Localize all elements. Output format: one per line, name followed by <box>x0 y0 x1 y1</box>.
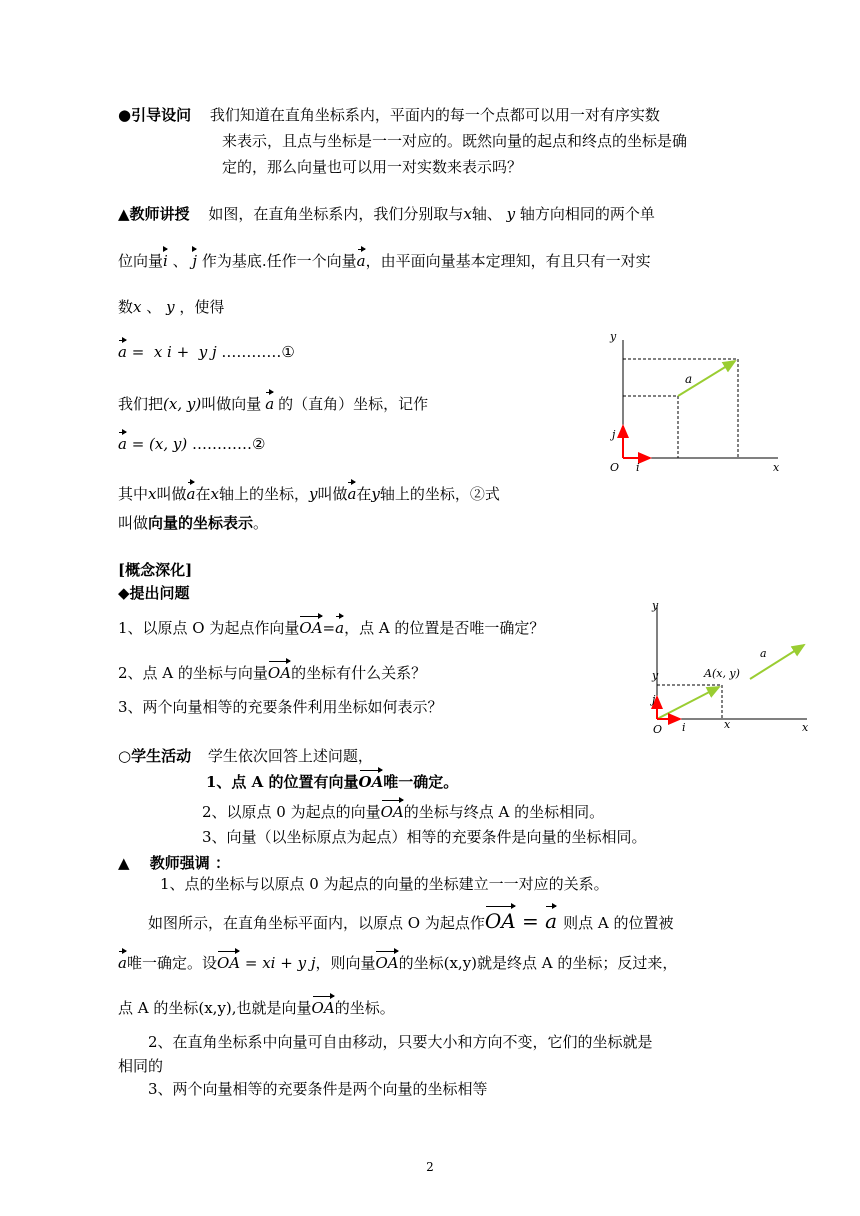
student-intro: 学生依次回答上述问题， <box>207 747 373 765</box>
teach-text: ，使得 <box>179 298 225 316</box>
label-point-a: A(x, y) <box>704 667 740 680</box>
intro-line1: 我们知道在直角坐标系内，平面内的每一个点都可以用一对有序实数 <box>209 106 660 124</box>
teach-text: 叫做 <box>118 514 149 532</box>
vector-a: a <box>347 485 357 503</box>
emphasis-3 <box>118 952 677 973</box>
teach-line3 <box>118 296 224 317</box>
page-number: 2 <box>426 1160 434 1174</box>
emphasis-label: ▲ 教师强调 ： <box>118 854 230 872</box>
label-y: y <box>652 599 659 612</box>
var-y: y <box>166 298 175 316</box>
vector-a: a <box>356 252 366 270</box>
vector-a: a <box>186 485 196 503</box>
vector-oa: OA <box>358 773 384 791</box>
vector-oa: OA <box>484 909 516 933</box>
label-j: j <box>612 428 616 441</box>
teach-text: 的（直角）坐标，记作 <box>278 395 429 413</box>
teach-text: 其中 <box>118 485 149 503</box>
student-activity <box>118 745 373 766</box>
answer-text: 的坐标与终点 A 的坐标相同。 <box>403 803 605 821</box>
equation-number: …………① <box>221 343 295 361</box>
question-text: 1、以原点 O 为起点作向量 <box>118 619 300 637</box>
teach-line4 <box>118 393 428 414</box>
label-x: x <box>773 461 780 474</box>
label-x-coord: x <box>724 718 731 731</box>
equals-sign: = <box>322 619 336 637</box>
answer-3: 3、向量（以坐标原点为起点）相等的充要条件是向量的坐标相同。 <box>202 828 647 846</box>
equation-rhs: = x i + y j <box>126 343 217 361</box>
var-x: x <box>148 485 157 503</box>
concept-title: [概念深化] <box>118 561 193 579</box>
equation-2 <box>118 435 265 453</box>
teach-text: 我们把 <box>118 395 164 413</box>
emphasis-text: 唯一确定。设 <box>126 954 217 972</box>
vector-oa: OA <box>299 619 323 637</box>
vector-a: a <box>335 619 345 637</box>
label-o: O <box>610 461 620 474</box>
teach-text: 轴上的坐标，②式 <box>379 485 500 503</box>
figure-point-a-vector <box>642 597 818 741</box>
emphasis-6: 相同的 <box>118 1057 164 1075</box>
teach-text: 位向量 <box>118 252 164 270</box>
emphasis-4 <box>118 997 395 1018</box>
teach-line6 <box>118 512 268 533</box>
emphasis-text: 则点 A 的位置被 <box>563 914 674 932</box>
teach-text: 。 <box>253 514 269 532</box>
vector-oa: OA <box>380 803 404 821</box>
label-i: i <box>682 721 686 734</box>
intro-line2: 来表示，且点与坐标是一一对应的。既然向量的起点和终点的坐标是确 <box>222 132 688 150</box>
question-3: 3、两个向量相等的充要条件利用坐标如何表示？ <box>118 698 443 716</box>
intro-paragraph <box>118 104 660 125</box>
answer-text: 1、点 A 的位置有向量 <box>206 773 359 791</box>
vector-oa: OA <box>216 954 241 972</box>
answer-text: 唯一确定。 <box>383 773 459 791</box>
intro-line3: 定的，那么向量也可以用一对实数来表示吗？ <box>222 158 523 176</box>
vector-j: j <box>192 252 198 270</box>
teach-emphasis: 向量的坐标表示 <box>148 514 254 532</box>
label-x: x <box>802 721 809 734</box>
answer-2 <box>202 801 604 822</box>
emphasis-1: 1、点的坐标与以原点 0 为起点的向量的坐标建立一一对应的关系。 <box>160 875 609 893</box>
question-text: 的坐标有什么关系？ <box>291 664 427 682</box>
teach-text: 轴上的坐标， <box>218 485 309 503</box>
var-x: x <box>463 205 472 223</box>
vector-a: a <box>118 435 127 453</box>
emphasis-text: ，则向量 <box>315 954 376 972</box>
vector-a: a <box>118 954 127 972</box>
teach-line1 <box>118 203 655 224</box>
emphasis-text: 的坐标(x,y)就是终点 A 的坐标；反过来， <box>398 954 678 972</box>
var-x: x <box>133 298 142 316</box>
vector-i: i <box>163 252 168 270</box>
answer-text: 2、以原点 0 为起点的向量 <box>202 803 381 821</box>
vector-oa: OA <box>267 664 292 682</box>
question-2 <box>118 662 426 683</box>
emphasis-5: 2、在直角坐标系中向量可自由移动，只要大小和方向不变，它们的坐标就是 <box>148 1033 653 1051</box>
teach-line5 <box>118 483 500 504</box>
label-a: a <box>760 647 767 660</box>
teach-text: 叫做 <box>156 485 187 503</box>
emphasis-text: 点 A 的坐标(x,y),也就是向量 <box>118 999 312 1017</box>
emphasis-2 <box>148 909 673 933</box>
question-text: 2、点 A 的坐标与向量 <box>118 664 268 682</box>
vector-a: a <box>545 909 558 933</box>
vector-a-arrow <box>750 645 804 679</box>
var-y: y <box>308 485 318 503</box>
teach-label: ▲教师讲授 <box>118 205 190 223</box>
teach-text: 叫做向量 <box>201 395 262 413</box>
equation-rhs: = xi + y j <box>240 954 316 972</box>
question-text: ，点 A 的位置是否唯一确定？ <box>344 619 545 637</box>
intro-label: ●引导设问 <box>118 106 192 124</box>
teach-text: 如图，在直角坐标系内，我们分别取与 <box>208 205 464 223</box>
emphasis-text: 如图所示，在直角坐标平面内，以原点 O 为起点作 <box>148 914 485 932</box>
label-i: i <box>636 461 640 474</box>
teach-text: 在 <box>195 485 211 503</box>
teach-text: 、 <box>172 252 188 270</box>
teach-text: ，由平面向量基本定理知，有且只有一对实 <box>365 252 651 270</box>
var-x: x <box>210 485 219 503</box>
equation-rhs: = (x, y) <box>126 435 188 453</box>
teach-text: 轴、 <box>471 205 502 223</box>
student-label: ○学生活动 <box>118 747 192 765</box>
teach-text: 轴方向相同的两个单 <box>519 205 655 223</box>
teach-text: 在 <box>356 485 372 503</box>
teach-line2 <box>118 250 651 271</box>
equals-sign: = <box>515 909 546 933</box>
coord-xy: (x, y) <box>163 395 202 413</box>
var-y: y <box>371 485 380 503</box>
answer-1 <box>206 771 458 792</box>
teach-text: 数 <box>118 298 134 316</box>
label-a: a <box>685 372 693 386</box>
vector-oa: OA <box>311 999 335 1017</box>
vector-oa-arrow <box>657 687 719 719</box>
emphasis-text: 的坐标。 <box>334 999 395 1017</box>
teach-text: 作为基底.任作一个向量 <box>201 252 357 270</box>
label-y-coord: y <box>652 669 659 682</box>
var-y: y <box>506 205 516 223</box>
equation-number: …………② <box>192 435 266 453</box>
label-y: y <box>610 330 617 343</box>
figure-coordinate-vector <box>598 326 794 474</box>
teach-text: 、 <box>146 298 162 316</box>
question-label: ◆提出问题 <box>118 584 190 602</box>
vector-oa: OA <box>375 954 399 972</box>
teach-text: 叫做 <box>317 485 348 503</box>
emphasis-7: 3、两个向量相等的充要条件是两个向量的坐标相等 <box>148 1080 488 1098</box>
vector-a: a <box>118 343 127 361</box>
vector-a: a <box>265 395 275 413</box>
label-j: j <box>652 693 656 706</box>
equation-1 <box>118 343 295 361</box>
label-o: O <box>653 723 663 736</box>
question-1 <box>118 617 544 638</box>
